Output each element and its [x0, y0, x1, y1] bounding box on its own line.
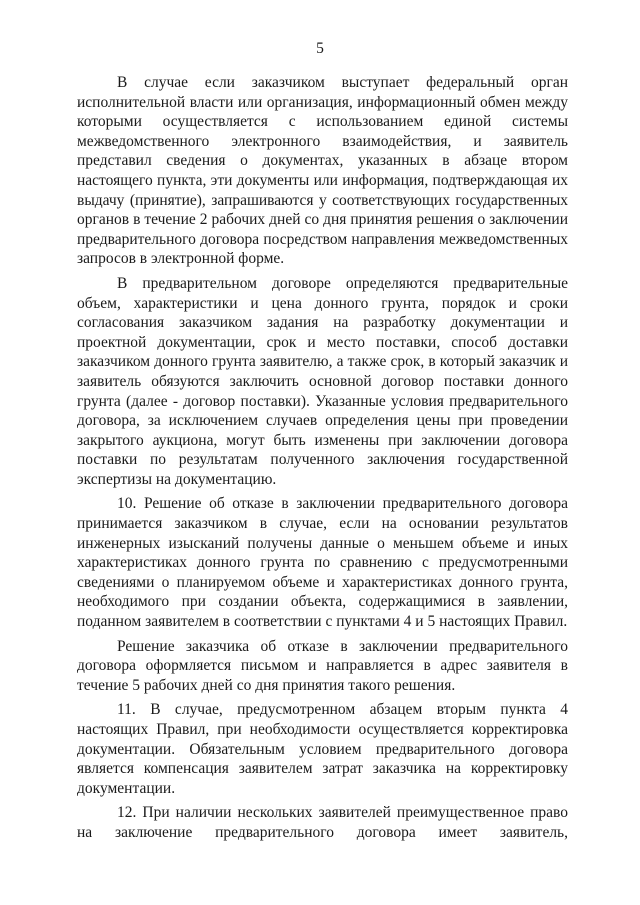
paragraph-12-priority-right: 12. При наличии нескольких заявителей преимущественное право на заключение предварительного договора имеет заявитель, [77, 804, 568, 841]
paragraph-interagency-exchange: В случае если заказчиком выступает федеральный орган исполнительной власти или организация, информационный обмен между которыми осуществляется с использованием единой системы межведомственного электронного взаимодействия, и заявитель представил сведения о документах, указанных в абзаце втором настоящего пункта, эти документы или информация, подтверждающая их выдачу (принятие), запрашиваются у соответствующих государственных органов в течение 2 рабочих дней со дня принятия решения о заключении предварительного договора посредством направления межведомственных запросов в электронной форме. [77, 74, 568, 268]
paragraph-refusal-decision-form: Решение заказчика об отказе в заключении предварительного договора оформляется письмом и направляется в адрес заявителя в течение 5 рабочих дней со дня принятия такого решения. [77, 637, 568, 694]
document-body [77, 73, 568, 848]
paragraph-11-documentation-correction: 11. В случае, предусмотренном абзацем вторым пункта 4 настоящих Правил, при необходимости осуществляется корректировка документации. Обязательным условием предварительного договора является компенсация заявителем затрат заказчика на корректировку документации. [77, 701, 568, 797]
page-number: 5 [316, 40, 324, 57]
paragraph-preliminary-contract-terms: В предварительном договоре определяются предварительные объем, характеристики и цена донного грунта, порядок и сроки согласования заказчиком задания на разработку документации и проектной документации, срок и место поставки, способ доставки заказчиком донного грунта заявителю, а также срок, в который заказчик и заявитель обязуются заключить основной договор поставки донного грунта (далее - договор поставки). Указанные условия предварительного договора, за исключением случаев определения цены при проведении закрытого аукциона, могут быть изменены при заключении договора поставки по результатам полученного заключения государственной экспертизы на документацию. [77, 274, 568, 488]
paragraph-10-refusal: 10. Решение об отказе в заключении предварительного договора принимается заказчиком в случае, если на основании результатов инженерных изысканий получены данные о меньшем объеме и иных характеристиках донного грунта по сравнению с предусмотренными сведениями о планируемом объеме и характеристиках донного грунта, необходимого при создании объекта, содержащимися в заявлении, поданном заявителем в соответствии с пунктами 4 и 5 настоящих Правил. [77, 495, 568, 631]
